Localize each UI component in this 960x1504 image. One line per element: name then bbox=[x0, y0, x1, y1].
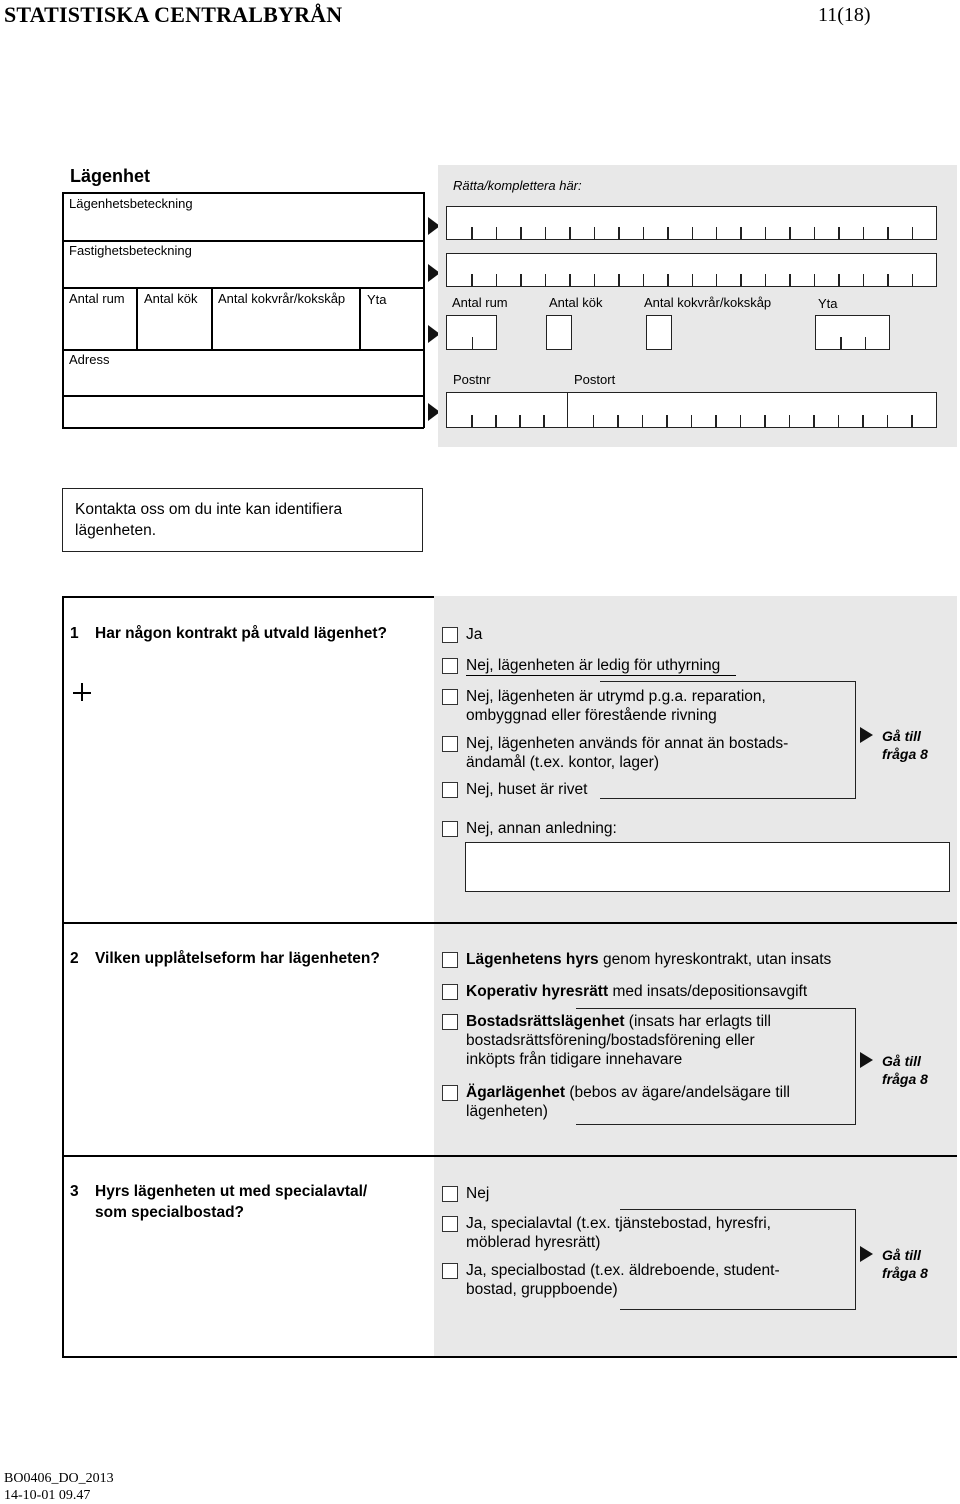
character-tick bbox=[617, 415, 619, 427]
q1-text: Har någon kontrakt på utvald lägenhet? bbox=[95, 625, 387, 642]
character-tick bbox=[865, 337, 867, 349]
q2-option-label: Lägenhetens hyrs genom hyreskontrakt, utan insats bbox=[466, 951, 832, 968]
label-antal-rum: Antal rum bbox=[69, 291, 125, 306]
fastighetsbeteckning-field[interactable] bbox=[446, 253, 937, 287]
q1-option-checkbox[interactable] bbox=[442, 821, 458, 837]
character-tick bbox=[862, 415, 864, 427]
character-tick bbox=[667, 274, 669, 286]
character-tick bbox=[740, 227, 742, 239]
character-tick bbox=[887, 274, 889, 286]
character-tick bbox=[545, 227, 547, 239]
q2-option-label: Ägarlägenhet (bebos av ägare/andelsägare till lägenheten) bbox=[466, 1084, 790, 1120]
character-tick bbox=[838, 227, 840, 239]
label-antal-kok-correct: Antal kök bbox=[549, 295, 603, 310]
table-border bbox=[423, 192, 425, 428]
arrow-right-icon bbox=[860, 1052, 873, 1068]
page-number: 11(18) bbox=[818, 4, 871, 26]
lagenhetsbeteckning-field[interactable] bbox=[446, 206, 937, 240]
postnr-field[interactable] bbox=[446, 392, 568, 428]
character-tick bbox=[814, 227, 816, 239]
q2-option-checkbox[interactable] bbox=[442, 952, 458, 968]
character-tick bbox=[520, 227, 522, 239]
q3-option-label: Ja, specialbostad (t.ex. äldreboende, student- bostad, gruppboende) bbox=[466, 1262, 780, 1298]
character-tick bbox=[642, 415, 644, 427]
character-tick bbox=[569, 274, 571, 286]
character-tick bbox=[863, 227, 865, 239]
label-antal-rum-correct: Antal rum bbox=[452, 295, 508, 310]
character-tick bbox=[569, 227, 571, 239]
q2-option-checkbox[interactable] bbox=[442, 1014, 458, 1030]
character-tick bbox=[692, 227, 694, 239]
form-code: BO0406_DO_2013 bbox=[4, 1471, 114, 1486]
character-tick bbox=[764, 415, 766, 427]
character-tick bbox=[691, 415, 693, 427]
character-tick bbox=[740, 274, 742, 286]
character-tick bbox=[789, 227, 791, 239]
character-tick bbox=[765, 227, 767, 239]
label-adress: Adress bbox=[69, 352, 110, 367]
registration-mark bbox=[81, 683, 83, 701]
goto-bracket bbox=[576, 1008, 856, 1125]
antal-rum-field[interactable] bbox=[446, 315, 497, 350]
table-divider bbox=[62, 395, 424, 397]
character-tick bbox=[667, 227, 669, 239]
character-tick bbox=[543, 415, 545, 427]
character-tick bbox=[789, 274, 791, 286]
q1-option-label: Nej, lägenheten är ledig för uthyrning bbox=[466, 657, 721, 674]
character-tick bbox=[496, 274, 498, 286]
goto-bracket bbox=[620, 1209, 856, 1310]
q2-number: 2 bbox=[70, 950, 79, 967]
character-tick bbox=[887, 415, 889, 427]
character-tick bbox=[716, 274, 718, 286]
underline bbox=[466, 675, 736, 676]
character-tick bbox=[643, 274, 645, 286]
yta-field[interactable] bbox=[815, 315, 890, 350]
character-tick bbox=[887, 227, 889, 239]
q1-option-checkbox[interactable] bbox=[442, 782, 458, 798]
character-tick bbox=[496, 227, 498, 239]
character-tick bbox=[716, 227, 718, 239]
character-tick bbox=[912, 274, 914, 286]
q2-option-checkbox[interactable] bbox=[442, 984, 458, 1000]
q3-goto: Gå till fråga 8 bbox=[882, 1247, 928, 1281]
q2-option-label: Koperativ hyresrätt med insats/depositionsavgift bbox=[466, 983, 808, 1000]
form-border bbox=[62, 1356, 957, 1358]
q1-option-label: Nej, annan anledning: bbox=[466, 820, 617, 837]
q1-option-label: Ja bbox=[466, 626, 483, 643]
antal-kok-field[interactable] bbox=[546, 315, 572, 350]
character-tick bbox=[472, 337, 474, 349]
q1-goto: Gå till fråga 8 bbox=[882, 728, 928, 762]
q2-goto: Gå till fråga 8 bbox=[882, 1053, 928, 1087]
section-title-lagenhet: Lägenhet bbox=[70, 166, 151, 186]
q1-option-checkbox[interactable] bbox=[442, 689, 458, 705]
character-tick bbox=[838, 274, 840, 286]
table-divider bbox=[136, 287, 138, 349]
goto-bracket bbox=[600, 681, 856, 799]
table-divider bbox=[62, 240, 424, 242]
label-kokvrar: Antal kokvrår/kokskåp bbox=[218, 291, 346, 306]
table-divider bbox=[62, 287, 424, 289]
character-tick bbox=[789, 415, 791, 427]
other-reason-input[interactable] bbox=[465, 842, 950, 892]
q1-option-checkbox[interactable] bbox=[442, 658, 458, 674]
character-tick bbox=[471, 227, 473, 239]
q3-option-label: Ja, specialavtal (t.ex. tjänstebostad, hyresfri, möblerad hyresrätt) bbox=[466, 1215, 771, 1251]
kokvrar-field[interactable] bbox=[646, 315, 672, 350]
character-tick bbox=[740, 415, 742, 427]
character-tick bbox=[643, 227, 645, 239]
form-border bbox=[62, 596, 64, 1358]
character-tick bbox=[813, 415, 815, 427]
arrow-right-icon bbox=[860, 727, 873, 743]
organization-header: STATISTISKA CENTRALBYRÅN bbox=[4, 2, 343, 27]
character-tick bbox=[715, 415, 717, 427]
character-tick bbox=[692, 274, 694, 286]
arrow-right-icon bbox=[860, 1246, 873, 1262]
character-tick bbox=[911, 415, 913, 427]
label-fastighetsbeteckning: Fastighetsbeteckning bbox=[69, 243, 192, 258]
character-tick bbox=[840, 337, 842, 349]
table-divider bbox=[211, 287, 213, 349]
label-postnr: Postnr bbox=[453, 372, 491, 387]
table-divider bbox=[62, 349, 424, 351]
label-lagenhetsbeteckning: Lägenhetsbeteckning bbox=[69, 196, 193, 211]
character-tick bbox=[618, 274, 620, 286]
q2-text: Vilken upplåtelseform har lägenheten? bbox=[95, 950, 380, 967]
character-tick bbox=[838, 415, 840, 427]
character-tick bbox=[519, 415, 521, 427]
correction-title: Rätta/komplettera här: bbox=[453, 178, 582, 193]
character-tick bbox=[594, 227, 596, 239]
question-divider bbox=[62, 922, 957, 924]
q3-option-label: Nej bbox=[466, 1185, 490, 1202]
question-divider bbox=[62, 1155, 957, 1157]
character-tick bbox=[471, 415, 473, 427]
q3-option-checkbox[interactable] bbox=[442, 1186, 458, 1202]
character-tick bbox=[863, 274, 865, 286]
q1-option-label: Nej, lägenheten används för annat än bostads- ändamål (t.ex. kontor, lager) bbox=[466, 735, 789, 771]
label-kokvrar-correct: Antal kokvrår/kokskåp bbox=[644, 295, 772, 310]
label-antal-kok: Antal kök bbox=[144, 291, 198, 306]
q1-option-label: Nej, huset är rivet bbox=[466, 781, 588, 798]
q1-option-checkbox[interactable] bbox=[442, 627, 458, 643]
q3-option-checkbox[interactable] bbox=[442, 1216, 458, 1232]
character-tick bbox=[495, 415, 497, 427]
character-tick bbox=[666, 415, 668, 427]
timestamp: 14-10-01 09.47 bbox=[4, 1488, 91, 1503]
character-tick bbox=[545, 274, 547, 286]
character-tick bbox=[471, 274, 473, 286]
contact-note: Kontakta oss om du inte kan identifiera lägenheten. bbox=[62, 488, 423, 552]
form-border bbox=[62, 596, 434, 598]
table-divider bbox=[359, 287, 361, 349]
character-tick bbox=[593, 415, 595, 427]
character-tick bbox=[814, 274, 816, 286]
character-tick bbox=[912, 227, 914, 239]
table-border bbox=[62, 192, 64, 428]
q1-number: 1 bbox=[70, 625, 79, 642]
q1-option-label: Nej, lägenheten är utrymd p.g.a. reparation, ombyggnad eller förestående rivning bbox=[466, 688, 766, 724]
character-tick bbox=[618, 227, 620, 239]
label-postort: Postort bbox=[574, 372, 616, 387]
postort-field[interactable] bbox=[567, 392, 937, 428]
character-tick bbox=[520, 274, 522, 286]
character-tick bbox=[765, 274, 767, 286]
q2-option-checkbox[interactable] bbox=[442, 1085, 458, 1101]
q3-text: Hyrs lägenheten ut med specialavtal/ som specialbostad? bbox=[95, 1183, 368, 1221]
label-yta: Yta bbox=[367, 292, 387, 307]
q3-number: 3 bbox=[70, 1183, 79, 1200]
q2-option-label: Bostadsrättslägenhet (insats har erlagts till bostadsrättsförening/bostadsförening eller inköpts från tidigare innehavare bbox=[466, 1013, 771, 1068]
table-border bbox=[62, 192, 424, 194]
table-border bbox=[62, 427, 424, 429]
q1-option-checkbox[interactable] bbox=[442, 736, 458, 752]
label-yta-correct: Yta bbox=[818, 296, 838, 311]
character-tick bbox=[594, 274, 596, 286]
q3-option-checkbox[interactable] bbox=[442, 1263, 458, 1279]
